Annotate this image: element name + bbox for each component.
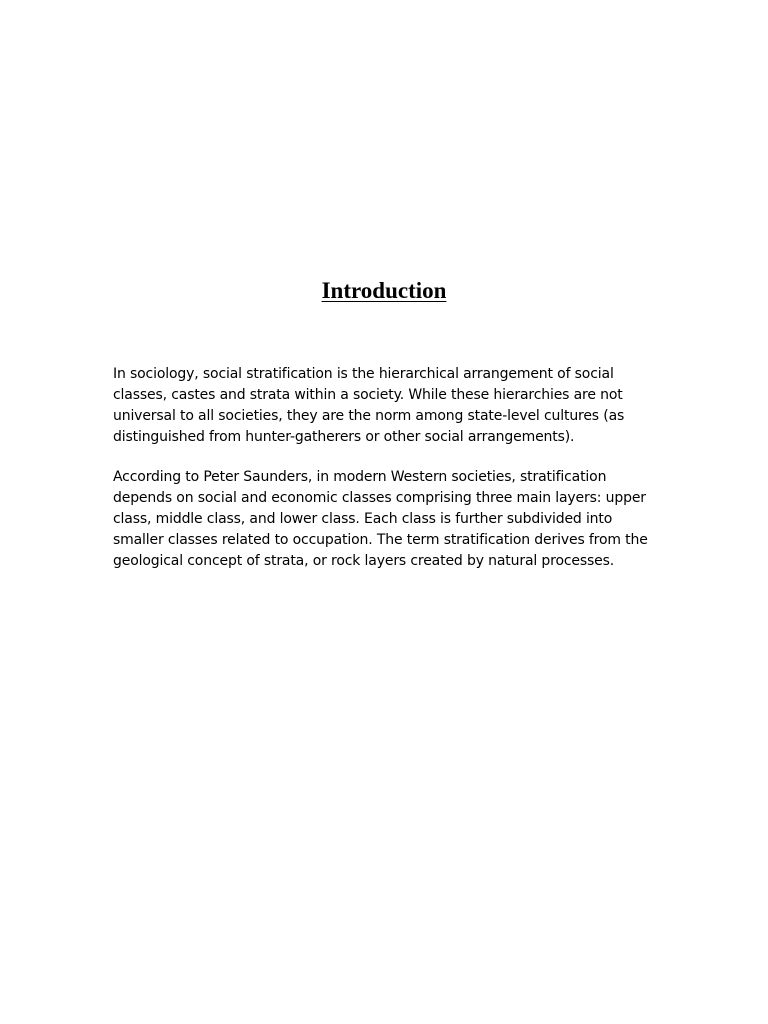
paragraph-saunders-classes: According to Peter Saunders, in modern Western societies, stratification depends on social and economic classes comprising three main layers: upper class, middle class, and lower class. Each class is further subdivided into smaller classes related to occupation. The term stratification derives from the geological concept of strata, or rock layers created by natural processes.	[113, 469, 648, 569]
paragraph-stratification-definition: In sociology, social stratification is the hierarchical arrangement of social classes, castes and strata within a society. While these hierarchies are not universal to all societies, they are the norm among state-level cultures (as distinguished from hunter-gatherers or other social arrangements).	[113, 366, 625, 445]
page-heading: Introduction	[321, 278, 447, 303]
body-text	[113, 364, 653, 591]
